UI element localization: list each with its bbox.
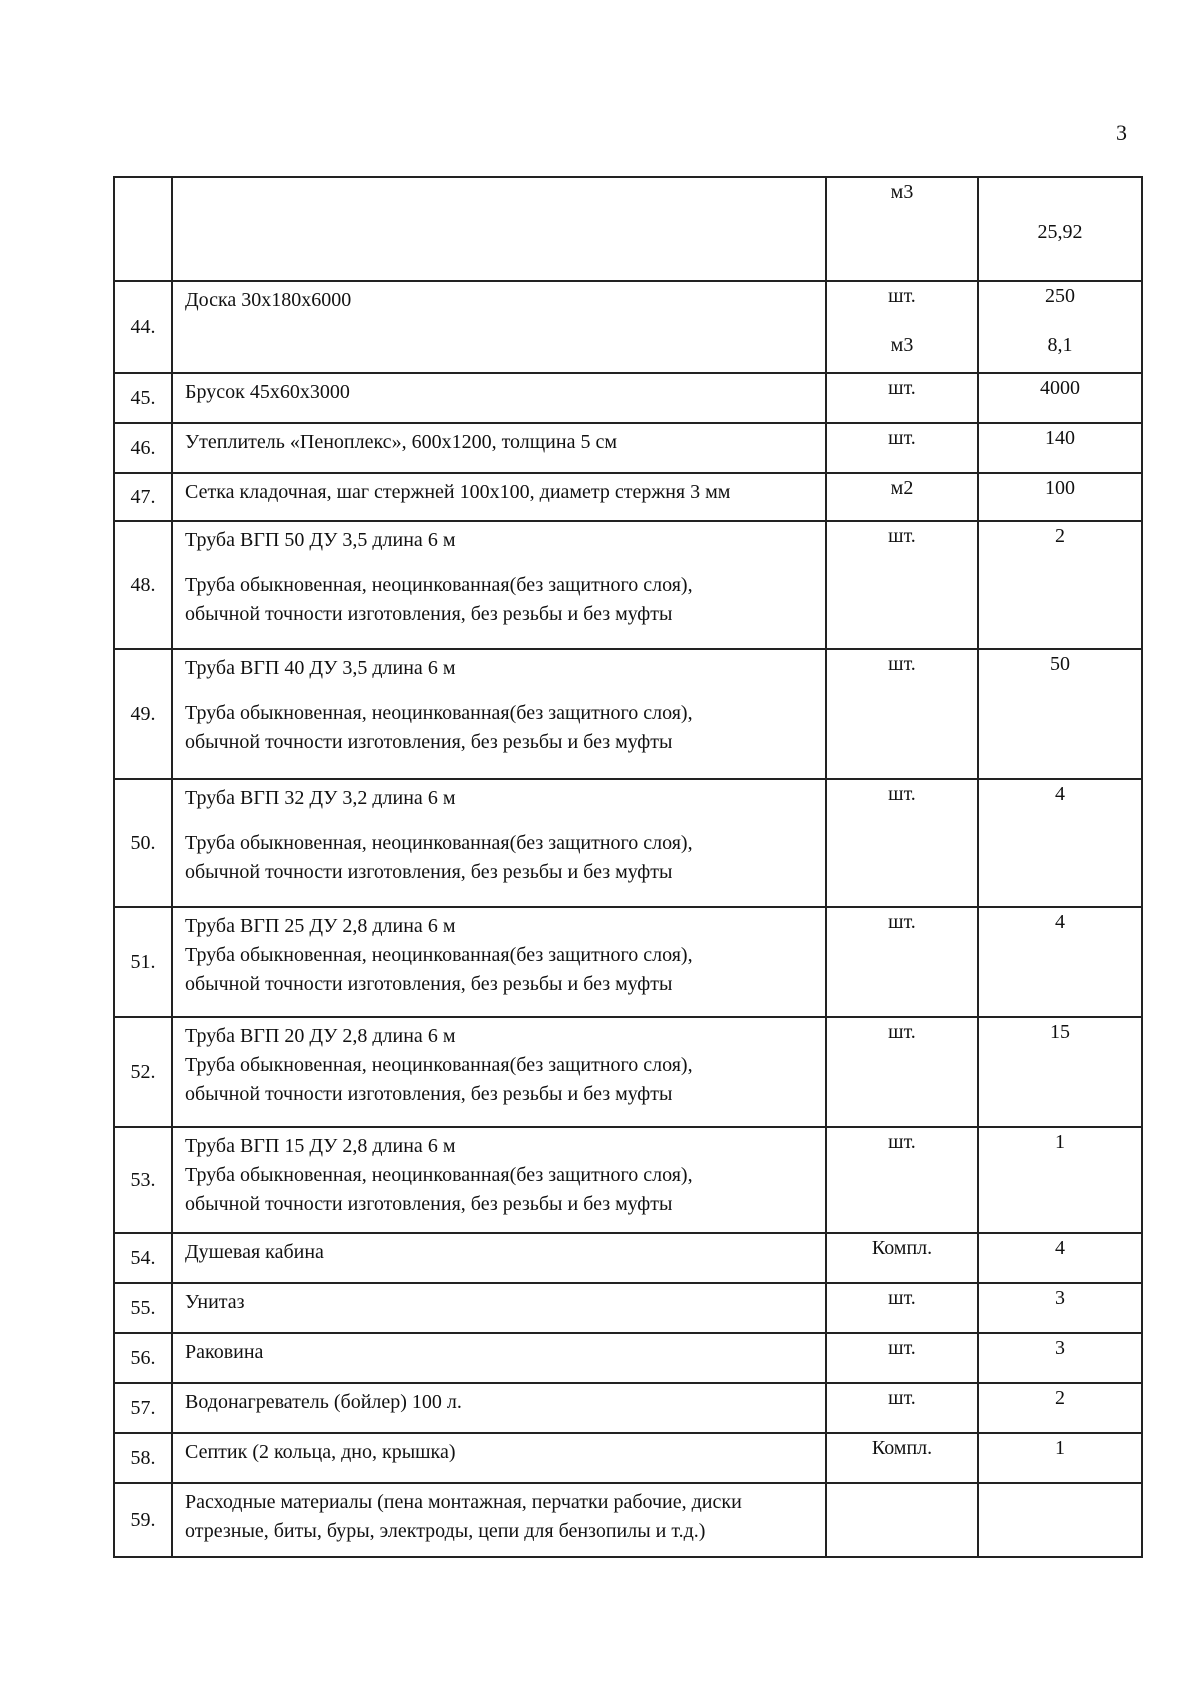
quantity-value: 140 (1045, 427, 1075, 449)
unit-value: шт. (888, 1287, 916, 1309)
unit-cell (826, 1017, 978, 1127)
quantity-value: 4 (1055, 911, 1065, 933)
item-description: Труба обыкновенная, неоцинкованная(без защитного слоя), (185, 832, 693, 854)
unit-value: шт. (888, 1021, 916, 1043)
table-row (114, 1127, 1142, 1233)
quantity-value: 100 (1045, 477, 1075, 499)
unit-value: шт. (888, 377, 916, 399)
row-number: 47. (114, 473, 172, 521)
item-description: обычной точности изготовления, без резьбы и без муфты (185, 861, 673, 883)
quantity-value: 3 (1055, 1287, 1065, 1309)
quantity-value: 1 (1055, 1437, 1065, 1459)
table-row (114, 649, 1142, 779)
quantity-cell (978, 779, 1142, 907)
unit-cell (826, 177, 978, 281)
quantity-cell (978, 373, 1142, 423)
table-row (114, 1017, 1142, 1127)
unit-value: Компл. (871, 1437, 933, 1459)
unit-cell (826, 1433, 978, 1483)
quantity-value: 4 (1055, 783, 1065, 805)
unit-cell (826, 1483, 978, 1557)
table-row (114, 1433, 1142, 1483)
table-row (114, 423, 1142, 473)
item-title: Труба ВГП 15 ДУ 2,8 длина 6 м (185, 1135, 456, 1157)
item-description: обычной точности изготовления, без резьбы и без муфты (185, 603, 673, 625)
quantity-cell (978, 1333, 1142, 1383)
quantity-cell (978, 423, 1142, 473)
table-row (114, 1483, 1142, 1557)
unit-cell (826, 373, 978, 423)
quantity-value: 3 (1055, 1337, 1065, 1359)
item-title: Водонагреватель (бойлер) 100 л. (185, 1391, 462, 1413)
unit-cell (826, 1233, 978, 1283)
quantity-cell (978, 177, 1142, 281)
quantity-cell (978, 907, 1142, 1017)
row-number: 53. (114, 1127, 172, 1233)
unit-value: м3 (890, 334, 914, 356)
unit-cell (826, 1283, 978, 1333)
quantity-cell (978, 649, 1142, 779)
item-description: обычной точности изготовления, без резьбы и без муфты (185, 1193, 673, 1215)
item-title: Сетка кладочная, шаг стержней 100х100, диаметр стержня 3 мм (185, 481, 731, 503)
row-number: 48. (114, 521, 172, 649)
row-number: 55. (114, 1283, 172, 1333)
quantity-cell (978, 1483, 1142, 1557)
item-name-cell (172, 907, 826, 1017)
quantity-cell (978, 1283, 1142, 1333)
unit-cell (826, 281, 978, 373)
item-title: Душевая кабина (185, 1241, 324, 1263)
item-name-cell (172, 649, 826, 779)
item-title: Утеплитель «Пеноплекс», 600х1200, толщина 5 см (185, 431, 617, 453)
item-description: обычной точности изготовления, без резьбы и без муфты (185, 973, 673, 995)
unit-cell (826, 649, 978, 779)
item-title: Доска 30х180х6000 (185, 289, 352, 311)
unit-value: шт. (888, 911, 916, 933)
item-title: Труба ВГП 32 ДУ 3,2 длина 6 м (185, 787, 456, 809)
item-name-cell (172, 281, 826, 373)
item-name-cell (172, 1127, 826, 1233)
unit-cell (826, 423, 978, 473)
row-number: 56. (114, 1333, 172, 1383)
row-number: 57. (114, 1383, 172, 1433)
unit-cell (826, 907, 978, 1017)
unit-value: шт. (888, 1387, 916, 1409)
table-row (114, 1333, 1142, 1383)
unit-value: шт. (888, 1337, 916, 1359)
unit-value: шт. (888, 783, 916, 805)
item-title: Труба ВГП 25 ДУ 2,8 длина 6 м (185, 915, 456, 937)
spacer (185, 555, 815, 571)
item-name-cell (172, 373, 826, 423)
quantity-cell (978, 281, 1142, 373)
materials-table (113, 176, 1143, 1558)
unit-cell (826, 1127, 978, 1233)
item-name-cell (172, 1333, 826, 1383)
quantity-value: 25,92 (1037, 221, 1083, 243)
quantity-value: 50 (1050, 653, 1070, 675)
item-name-cell (172, 779, 826, 907)
item-title: Труба ВГП 20 ДУ 2,8 длина 6 м (185, 1025, 456, 1047)
item-title: Унитаз (185, 1291, 245, 1313)
item-description: Труба обыкновенная, неоцинкованная(без защитного слоя), (185, 702, 693, 724)
item-name-cell (172, 1017, 826, 1127)
row-number (114, 177, 172, 281)
unit-value: Компл. (871, 1237, 933, 1259)
table-row (114, 1383, 1142, 1433)
table-row (114, 1283, 1142, 1333)
table-row (114, 1233, 1142, 1283)
table-row (114, 373, 1142, 423)
quantity-value: 2 (1055, 1387, 1065, 1409)
row-number: 49. (114, 649, 172, 779)
spacer (185, 813, 815, 829)
item-description: Труба обыкновенная, неоцинкованная(без защитного слоя), (185, 1054, 693, 1076)
unit-value: м3 (890, 181, 914, 203)
row-number: 50. (114, 779, 172, 907)
quantity-value: 2 (1055, 525, 1065, 547)
unit-value: шт. (888, 525, 916, 547)
quantity-value: 1 (1055, 1131, 1065, 1153)
row-number: 51. (114, 907, 172, 1017)
quantity-cell (978, 1127, 1142, 1233)
item-description: обычной точности изготовления, без резьбы и без муфты (185, 1083, 673, 1105)
quantity-value: 4000 (1040, 377, 1080, 399)
row-number: 59. (114, 1483, 172, 1557)
unit-value: м2 (890, 477, 914, 499)
item-name-cell (172, 1233, 826, 1283)
item-name-cell (172, 521, 826, 649)
unit-value: шт. (888, 1131, 916, 1153)
item-name-cell (172, 177, 826, 281)
item-name-cell (172, 423, 826, 473)
row-number: 45. (114, 373, 172, 423)
item-name-cell (172, 473, 826, 521)
item-title: Брусок 45х60х3000 (185, 381, 350, 403)
table-row (114, 177, 1142, 281)
item-description: отрезные, биты, буры, электроды, цепи для бензопилы и т.д.) (185, 1520, 706, 1542)
table-row (114, 907, 1142, 1017)
item-title: Септик (2 кольца, дно, крышка) (185, 1441, 456, 1463)
quantity-value: 250 (1045, 285, 1075, 307)
unit-value: шт. (888, 427, 916, 449)
row-number: 44. (114, 281, 172, 373)
unit-value: шт. (888, 653, 916, 675)
table-row (114, 281, 1142, 373)
item-description: Труба обыкновенная, неоцинкованная(без защитного слоя), (185, 1164, 693, 1186)
materials-table-body (114, 177, 1142, 1557)
item-name-cell (172, 1433, 826, 1483)
item-title: Расходные материалы (пена монтажная, перчатки рабочие, диски (185, 1491, 742, 1513)
unit-cell (826, 1333, 978, 1383)
table-row (114, 779, 1142, 907)
quantity-value: 4 (1055, 1237, 1065, 1259)
quantity-cell (978, 473, 1142, 521)
table-row (114, 473, 1142, 521)
unit-cell (826, 473, 978, 521)
item-description: Труба обыкновенная, неоцинкованная(без защитного слоя), (185, 574, 693, 596)
row-number: 52. (114, 1017, 172, 1127)
table-row (114, 521, 1142, 649)
unit-cell (826, 521, 978, 649)
item-description: обычной точности изготовления, без резьбы и без муфты (185, 731, 673, 753)
quantity-value: 8,1 (1047, 334, 1073, 356)
spacer (185, 683, 815, 699)
item-title: Труба ВГП 50 ДУ 3,5 длина 6 м (185, 529, 456, 551)
quantity-value: 15 (1050, 1021, 1070, 1043)
row-number: 54. (114, 1233, 172, 1283)
quantity-cell (978, 1017, 1142, 1127)
unit-value: шт. (888, 285, 916, 307)
unit-cell (826, 1383, 978, 1433)
page-number: 3 (1116, 120, 1127, 145)
item-description: Труба обыкновенная, неоцинкованная(без защитного слоя), (185, 944, 693, 966)
quantity-cell (978, 1383, 1142, 1433)
item-name-cell (172, 1383, 826, 1433)
quantity-cell (978, 1233, 1142, 1283)
quantity-cell (978, 521, 1142, 649)
item-title: Раковина (185, 1341, 264, 1363)
item-name-cell (172, 1483, 826, 1557)
item-title: Труба ВГП 40 ДУ 3,5 длина 6 м (185, 657, 456, 679)
row-number: 58. (114, 1433, 172, 1483)
row-number: 46. (114, 423, 172, 473)
unit-cell (826, 779, 978, 907)
quantity-cell (978, 1433, 1142, 1483)
item-name-cell (172, 1283, 826, 1333)
